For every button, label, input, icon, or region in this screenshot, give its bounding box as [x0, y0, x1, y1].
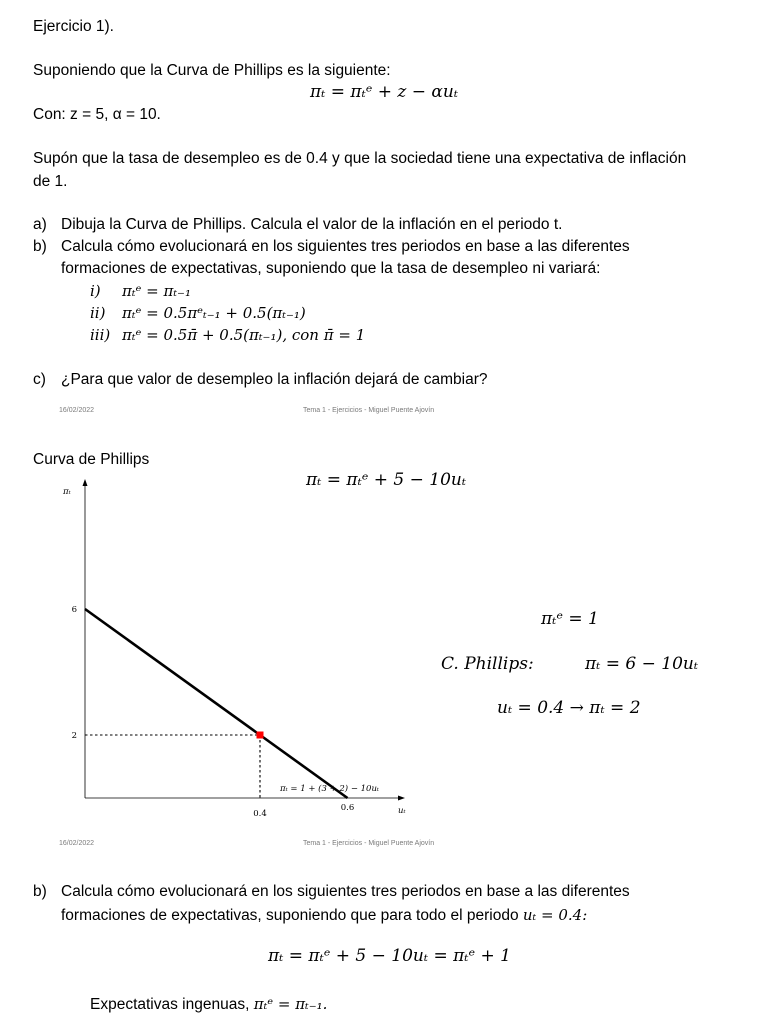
sub-item-iii-label: iii)	[90, 326, 111, 344]
sub-item-iii-formula: πₜᵉ = 0.5π̄ + 0.5(πₜ₋₁), con π̄ = 1	[122, 326, 366, 344]
sub-item-i-label: i)	[90, 282, 101, 300]
y-axis-arrow	[83, 479, 88, 486]
curve-annotation: πₜ = 1 + (3 + 2) − 10uₜ	[280, 784, 380, 794]
phillips-label: C. Phillips:	[441, 654, 534, 674]
item-b-repeat-text-2: formaciones de expectativas, suponiendo que para todo el periodo	[61, 907, 519, 924]
footer-title-2: Tema 1 - Ejercicios - Miguel Puente Ajovín	[303, 840, 435, 847]
equilibrium-point	[257, 732, 264, 739]
sub-item-ii-formula: πₜᵉ = 0.5πᵉₜ₋₁ + 0.5(πₜ₋₁)	[122, 304, 306, 322]
item-c-label: c)	[33, 371, 46, 388]
item-b-repeat	[33, 881, 630, 903]
item-a-text: Dibuja la Curva de Phillips. Calcula el valor de la inflación en el periodo t.	[61, 216, 563, 233]
item-c-text: ¿Para que valor de desempleo la inflación dejará de cambiar?	[61, 371, 488, 388]
x-axis-label: uₜ	[398, 806, 406, 816]
expectation-equation-2: πₜ = πₜᵉ + 5 − 10uₜ = πₜᵉ + 1	[268, 946, 511, 966]
item-b-repeat-line-2	[61, 904, 587, 927]
y-tick-label-6: 6	[71, 605, 77, 615]
naive-expectations-text: Expectativas ingenuas,	[90, 996, 250, 1013]
sub-item-i	[90, 282, 191, 300]
sub-item-ii-label: ii)	[90, 304, 106, 322]
item-a-label: a)	[33, 216, 47, 233]
item-b-label: b)	[33, 238, 47, 255]
sub-item-ii	[90, 304, 306, 322]
footer-title: Tema 1 - Ejercicios - Miguel Puente Ajovín	[303, 407, 435, 414]
expectation-equation: πₜᵉ = 1	[541, 609, 599, 629]
parameters-text: Con: z = 5, α = 10.	[33, 106, 161, 123]
inflation-result: uₜ = 0.4 → πₜ = 2	[497, 698, 641, 718]
item-b	[33, 236, 630, 258]
x-axis-arrow	[398, 796, 405, 801]
item-b-repeat-text-1: Calcula cómo evolucionará en los siguientes tres periodos en base a las diferentes	[61, 883, 630, 900]
item-c	[33, 369, 488, 391]
footer-date-2: 16/02/2022	[59, 840, 95, 847]
sub-item-iii	[90, 326, 365, 344]
chart-slide-equation: πₜ = πₜᵉ + 5 − 10uₜ	[306, 470, 467, 490]
x-tick-label-0.4: 0.4	[253, 809, 267, 819]
footer-date: 16/02/2022	[59, 407, 95, 414]
item-b-text-2: formaciones de expectativas, suponiendo que la tasa de desempleo ni variará:	[61, 260, 601, 277]
phillips-curve-line	[85, 609, 348, 798]
naive-expectations-math: πₜᵉ = πₜ₋₁.	[253, 995, 328, 1013]
item-b-repeat-math: uₜ = 0.4:	[522, 906, 588, 924]
phillips-solved-equation: πₜ = 6 − 10uₜ	[585, 654, 699, 674]
intro-text: Suponiendo que la Curva de Phillips es la siguiente:	[33, 62, 391, 79]
exercise-title: Ejercicio 1).	[33, 18, 114, 35]
statement-line-1: Supón que la tasa de desempleo es de 0.4 y que la sociedad tiene una expectativa de inflación	[33, 150, 687, 167]
item-b-text-1: Calcula cómo evolucionará en los siguientes tres periodos en base a las diferentes	[61, 238, 630, 255]
statement-line-2: de 1.	[33, 173, 68, 190]
item-a	[33, 214, 562, 236]
x-tick-label-0.6: 0.6	[340, 803, 355, 813]
sub-item-i-formula: πₜᵉ = πₜ₋₁	[122, 282, 191, 300]
phillips-equation: πₜ = πₜᵉ + z − αuₜ	[310, 82, 459, 102]
item-b-repeat-label: b)	[33, 883, 47, 900]
y-tick-label-2: 2	[71, 731, 77, 741]
y-axis-label: πₜ	[63, 487, 71, 497]
naive-expectations	[90, 993, 327, 1016]
chart-slide-title: Curva de Phillips	[33, 451, 150, 468]
